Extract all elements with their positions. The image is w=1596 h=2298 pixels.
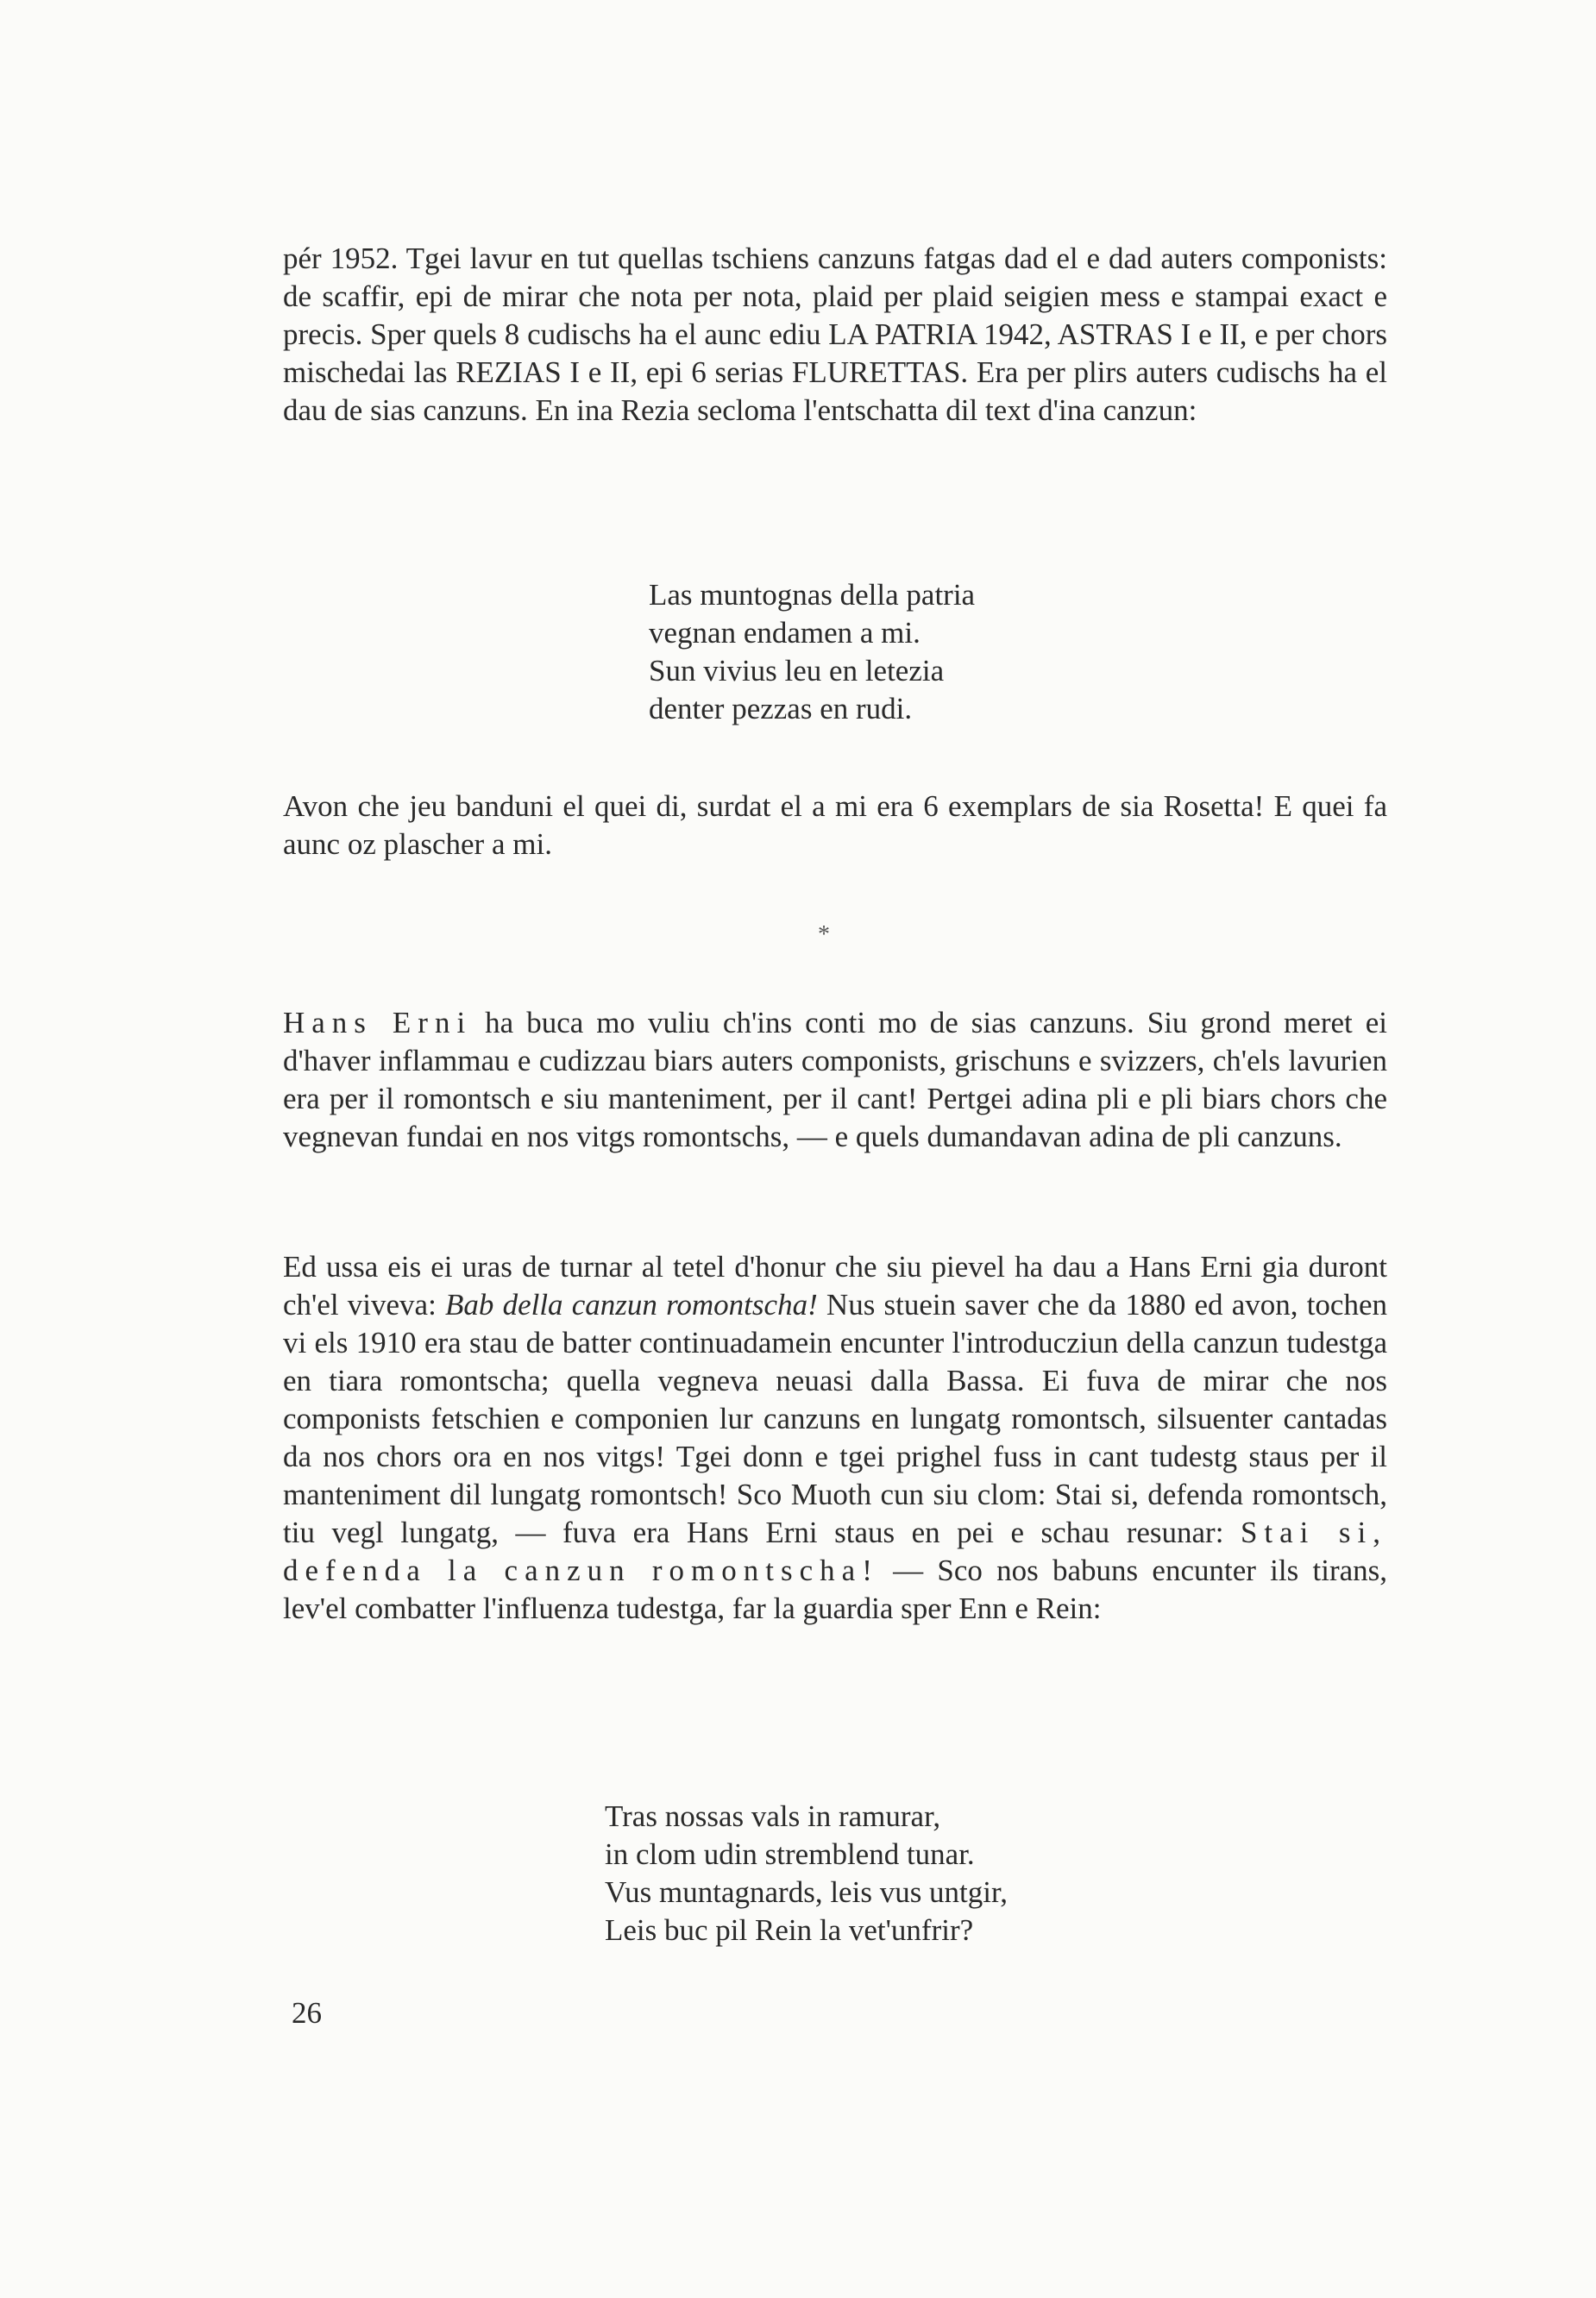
poem-1-line: denter pezzas en rudi. xyxy=(649,692,913,725)
poem-1-line: Las muntognas della patria xyxy=(649,578,976,612)
paragraph-4 xyxy=(283,1248,1387,1628)
paragraph-1-text: pér 1952. Tgei lavur en tut quellas tschiens canzuns fatgas dad el e dad auters componists: de scaffir, epi de mirar che nota per nota, plaid per plaid seigien mess e stampai exact e precis. Sper quels 8 cudischs ha el aunc ediu LA PATRIA 1942, ASTRAS I e II, e per chors mischedai las REZIAS I e II, epi 6 serias FLURETTAS. Era per plirs auters cudischs ha el dau de sias canzuns. En ina Rezia secloma l'entschatta dil text d'ina canzun: xyxy=(283,242,1387,427)
italic-title: Bab della canzun romontscha! xyxy=(445,1288,818,1322)
poem-1-line: Sun vivius leu en letezia xyxy=(649,654,945,688)
paragraph-4-text-3: — Sco nos babuns encunter ils tirans, lev'el combatter l'influenza tudestga, far la guardia sper Enn e Rein: xyxy=(283,1554,1388,1625)
poem-1 xyxy=(649,576,975,728)
poem-2-line: Vus muntagnards, leis vus untgir, xyxy=(605,1875,1008,1909)
poem-2 xyxy=(605,1798,1008,1950)
section-separator: * xyxy=(818,921,830,948)
paragraph-4-text-2: Nus stuein saver che da 1880 ed avon, tochen vi els 1910 era stau de batter continuadamein encunter l'introducziun della canzun tudestga en tiara romontscha; quella vegneva neuasi dalla Bassa. Ei fuva de mirar che nos componists fetschien e componien lur canzuns en lungatg romontsch, silsuenter cantadas da nos chors ora en nos vitgs! Tgei donn e tgei prighel fuss in cant tudestg staus per il manteniment dil lungatg romontsch! Sco Muoth cun siu clom: Stai si, defenda romontsch, tiu vegl lungatg, — fuva era Hans Erni staus en pei e schau resunar: xyxy=(283,1288,1388,1549)
poem-2-line: Leis buc pil Rein la vet'unfrir? xyxy=(605,1913,974,1947)
spaced-name: Hans Erni xyxy=(283,1006,473,1039)
paragraph-4-text-1: Ed ussa eis ei uras de turnar al tetel d'honur che siu pievel ha dau a Hans Erni gia duront ch'el viveva: xyxy=(283,1250,1387,1322)
poem-2-line: in clom udin stremblend tunar. xyxy=(605,1837,975,1871)
page-number: 26 xyxy=(292,1996,322,2030)
paragraph-3 xyxy=(283,1004,1387,1156)
paragraph-2 xyxy=(283,788,1387,863)
poem-1-line: vegnan endamen a mi. xyxy=(649,616,921,650)
paragraph-3-text: ha buca mo vuliu ch'ins conti mo de sias canzuns. Siu grond meret ei d'haver inflammau e cudizzau biars auters componists, grischuns e svizzers, ch'els lavurien era per il romontsch e siu manteniment, per il cant! Pertgei adina pli e pli biars chors che vegnevan fundai en nos vitgs romontschs, — e quels dumandavan adina de pli canzuns. xyxy=(283,1006,1387,1153)
paragraph-2-text: Avon che jeu banduni el quei di, surdat el a mi era 6 exemplars de sia Rosetta! E quei fa aunc oz plascher a mi. xyxy=(283,789,1387,861)
spaced-quote: Stai si, defenda la canzun romontscha! xyxy=(283,1516,1387,1587)
paragraph-1 xyxy=(283,240,1387,430)
poem-2-line: Tras nossas vals in ramurar, xyxy=(605,1799,941,1833)
